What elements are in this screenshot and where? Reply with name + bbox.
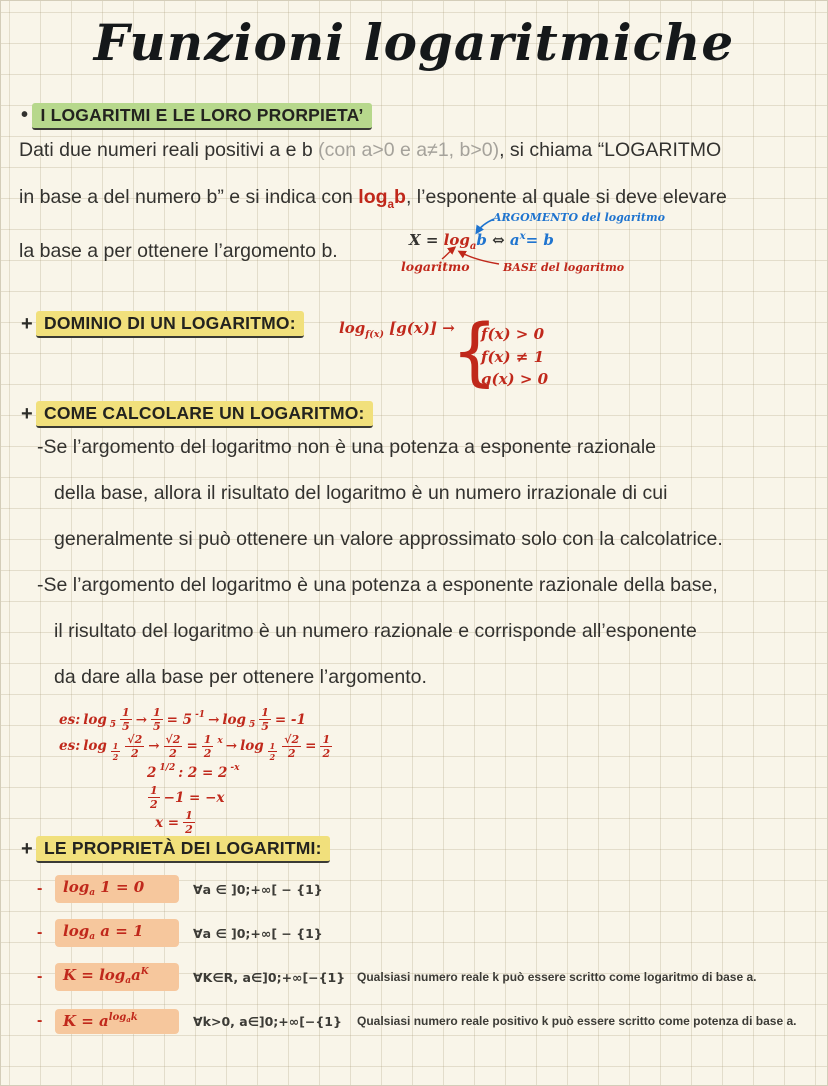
fraction xyxy=(125,734,144,759)
log-word: log xyxy=(63,878,90,897)
text-segment: −1 = −x xyxy=(163,789,225,806)
dash-marker: - xyxy=(37,924,43,941)
property-note: Qualsiasi numero reale k può essere scritto come logaritmo di base a. xyxy=(357,970,757,984)
calcolo-line: della base, allora il risultato del logaritmo è un numero irrazionale di cui xyxy=(54,482,668,504)
property-domain: ∀a ∈ ]0;+∞[ − {1} xyxy=(193,881,323,897)
log-base-sub: a xyxy=(387,197,395,211)
formula-rest: 1 = 0 xyxy=(100,878,145,897)
arrow-glyph: → xyxy=(437,319,455,337)
heading-dominio: DOMINIO DI UN LOGARITMO: xyxy=(36,311,304,338)
fraction-numerator: 1 xyxy=(261,706,269,719)
fraction xyxy=(202,734,214,759)
calcolo-line: generalmente si può ottenere un valore approssimato solo con la calcolatrice. xyxy=(54,528,723,550)
text-segment: : 2 = 2 xyxy=(178,764,228,781)
fraction-numerator: 1 xyxy=(322,732,331,746)
fraction-numerator: 1 xyxy=(203,732,212,746)
fraction xyxy=(111,742,121,761)
calcolo-paragraphs xyxy=(37,424,817,700)
fraction xyxy=(151,707,163,732)
fraction-denominator: 2 xyxy=(130,746,139,760)
log-base-sub xyxy=(267,742,279,761)
property-row xyxy=(37,955,825,999)
formula-prefix: K = xyxy=(63,966,100,985)
log-base-sub xyxy=(110,742,122,761)
condition-3: g(x) > 0 xyxy=(481,370,549,388)
text-segment: 2 xyxy=(147,764,157,781)
page-title: Funzioni logaritmiche xyxy=(93,13,735,72)
property-formula xyxy=(55,963,179,991)
logaritmo-label: logaritmo xyxy=(401,259,470,274)
log-base-sub: 5 xyxy=(248,719,256,730)
equals-segment: = -1 xyxy=(274,711,306,728)
es-label: es: xyxy=(59,711,81,728)
fraction-numerator: √2 xyxy=(284,732,300,746)
power-exponent: x xyxy=(519,231,526,242)
plus-marker: + xyxy=(21,838,33,860)
example-line-2 xyxy=(59,732,333,760)
log-argument: [g(x)] xyxy=(383,319,437,337)
fraction-denominator: 2 xyxy=(269,751,276,762)
property-domain: ∀K∈R, a∈]0;+∞[−{1} xyxy=(193,969,346,985)
property-formula xyxy=(55,919,179,947)
power-base: a xyxy=(509,231,520,249)
text-segment: Dati due numeri reali positivi a e b xyxy=(19,139,319,161)
dash-marker: - xyxy=(37,968,43,985)
work-line-3 xyxy=(155,810,333,835)
fraction-numerator: 1 xyxy=(153,706,161,719)
fraction xyxy=(282,734,301,759)
dash-marker: - xyxy=(37,1012,43,1029)
calcolo-line: il risultato del logaritmo è un numero razionale e corrisponde all’esponente xyxy=(54,620,697,642)
exponent: K xyxy=(140,967,149,978)
log-base-sub: a xyxy=(89,932,96,943)
example-line-1 xyxy=(59,707,333,732)
property-domain: ∀a ∈ ]0;+∞[ − {1} xyxy=(193,925,323,941)
calcolo-line: da dare alla base per ottenere l’argomento. xyxy=(54,666,427,688)
log-word: log xyxy=(443,231,470,249)
exponent-argument: k xyxy=(130,1011,138,1023)
log-argument: b xyxy=(476,231,487,249)
es-label: es: xyxy=(59,738,81,754)
fraction xyxy=(120,707,132,732)
fraction-numerator: 1 xyxy=(122,706,130,719)
fraction-denominator: 5 xyxy=(153,720,161,733)
fraction-numerator: 1 xyxy=(112,740,119,751)
fraction-denominator: 5 xyxy=(261,720,269,733)
log-word: log xyxy=(358,186,388,208)
exponent: -1 xyxy=(195,709,206,720)
arrow-glyph: → xyxy=(225,738,238,754)
logarithm-schema xyxy=(397,209,697,299)
log-base-sub: a xyxy=(89,888,96,899)
log-argument: b xyxy=(394,186,406,208)
equals-segment: = 5 xyxy=(166,711,193,728)
log-word: log xyxy=(240,738,264,754)
formula-prefix: K = a xyxy=(63,1011,109,1030)
fraction-denominator: 2 xyxy=(185,823,193,836)
calcolo-line: -Se l’argomento del logaritmo è una potenza a esponente razionale della base, xyxy=(37,574,718,596)
work-line-2 xyxy=(147,785,333,810)
fraction-denominator: 2 xyxy=(322,746,331,760)
fraction xyxy=(183,810,195,835)
log-word: log xyxy=(99,966,126,985)
fraction-numerator: 1 xyxy=(185,809,193,822)
heading-come-calcolare: COME CALCOLARE UN LOGARITMO: xyxy=(36,401,373,428)
property-row xyxy=(37,911,825,955)
text-segment: in base a del numero b” e si indica con xyxy=(19,186,359,208)
log-word: log xyxy=(83,738,107,754)
fraction xyxy=(148,785,160,810)
fraction-numerator: √2 xyxy=(165,732,181,746)
work-line-1 xyxy=(147,760,333,785)
condition-2: f(x) ≠ 1 xyxy=(481,347,545,366)
log-base-sub: a xyxy=(126,1014,131,1024)
dominio-conditions xyxy=(481,323,548,391)
text-segment: , l’esponente al quale si deve elevare xyxy=(405,186,727,208)
log-word: log xyxy=(222,711,246,728)
property-row xyxy=(37,999,825,1043)
log-word: log xyxy=(83,711,107,728)
examples-block xyxy=(59,707,333,835)
heading-proprieta: LE PROPRIETÀ DEI LOGARITMI: xyxy=(36,836,330,863)
fraction xyxy=(320,734,332,759)
dominio-formula xyxy=(339,319,455,340)
exponent: x xyxy=(217,736,223,746)
arrow-glyph: → xyxy=(135,711,147,728)
formula-rest: a = 1 xyxy=(100,922,144,941)
power-rhs: = b xyxy=(525,231,554,249)
fraction xyxy=(164,734,183,759)
log-word: log xyxy=(108,1011,127,1023)
property-formula xyxy=(55,875,179,903)
log-expression xyxy=(358,186,406,211)
exponent-group xyxy=(109,1012,138,1023)
properties-list xyxy=(37,867,825,1043)
property-note: Qualsiasi numero reale positivo k può essere scritto come potenza di base a. xyxy=(357,1014,797,1028)
property-formula xyxy=(55,1009,179,1034)
fraction-numerator: 1 xyxy=(150,784,158,797)
log-word: log xyxy=(339,319,366,337)
condition-1: f(x) > 0 xyxy=(481,325,545,343)
dash-marker: - xyxy=(37,880,43,897)
fraction-denominator: 2 xyxy=(169,746,177,760)
argument-label: ARGOMENTO del logaritmo xyxy=(493,211,665,224)
formula-rest: a xyxy=(131,966,141,985)
exponent: -x xyxy=(230,762,240,773)
fraction-denominator: 2 xyxy=(287,746,296,760)
log-base-sub: f(x) xyxy=(365,329,384,340)
log-base-sub: a xyxy=(469,241,477,252)
fraction-numerator: √2 xyxy=(127,732,143,746)
plus-marker: + xyxy=(21,313,33,335)
base-label: BASE del logaritmo xyxy=(503,261,625,274)
x-equals: X = xyxy=(409,231,444,249)
fraction-numerator: 1 xyxy=(269,740,276,751)
text-segment: , si chiama “LOGARITMO xyxy=(499,139,722,161)
bullet-dot: • xyxy=(21,104,29,126)
property-domain: ∀k>0, a∈]0;+∞[−{1} xyxy=(193,1013,342,1029)
text-segment: x = xyxy=(155,814,180,831)
arrow-glyph: → xyxy=(208,711,220,728)
log-base-sub: a xyxy=(125,976,132,987)
fraction-denominator: 2 xyxy=(150,798,158,811)
arrow-glyph: → xyxy=(148,738,160,754)
log-word: log xyxy=(63,922,90,941)
equivalence-sign: ⇔ xyxy=(486,231,510,249)
equals-segment: = xyxy=(305,738,317,754)
fraction-denominator: 2 xyxy=(203,746,212,760)
plus-marker: + xyxy=(21,403,33,425)
text-segment-gray: (con a>0 e a≠1, b>0) xyxy=(318,139,500,161)
fraction xyxy=(268,742,278,761)
intro-line-3: la base a per ottenere l’argomento b. xyxy=(19,239,338,262)
fraction xyxy=(259,707,271,732)
exponent: 1/2 xyxy=(159,762,176,773)
log-base-sub: 5 xyxy=(109,719,117,730)
fraction-denominator: 5 xyxy=(122,720,130,733)
heading-logaritmi-proprieta: I LOGARITMI E LE LORO PRORPIETA’ xyxy=(32,103,371,130)
fraction-denominator: 2 xyxy=(112,751,119,762)
intro-line-1 xyxy=(19,127,819,174)
intro-heading-row xyxy=(21,103,372,130)
calcolo-line: -Se l’argomento del logaritmo non è una potenza a esponente razionale xyxy=(37,436,657,458)
equals-segment: = xyxy=(186,738,198,754)
property-row xyxy=(37,867,825,911)
brace-glyph: { xyxy=(451,309,499,395)
